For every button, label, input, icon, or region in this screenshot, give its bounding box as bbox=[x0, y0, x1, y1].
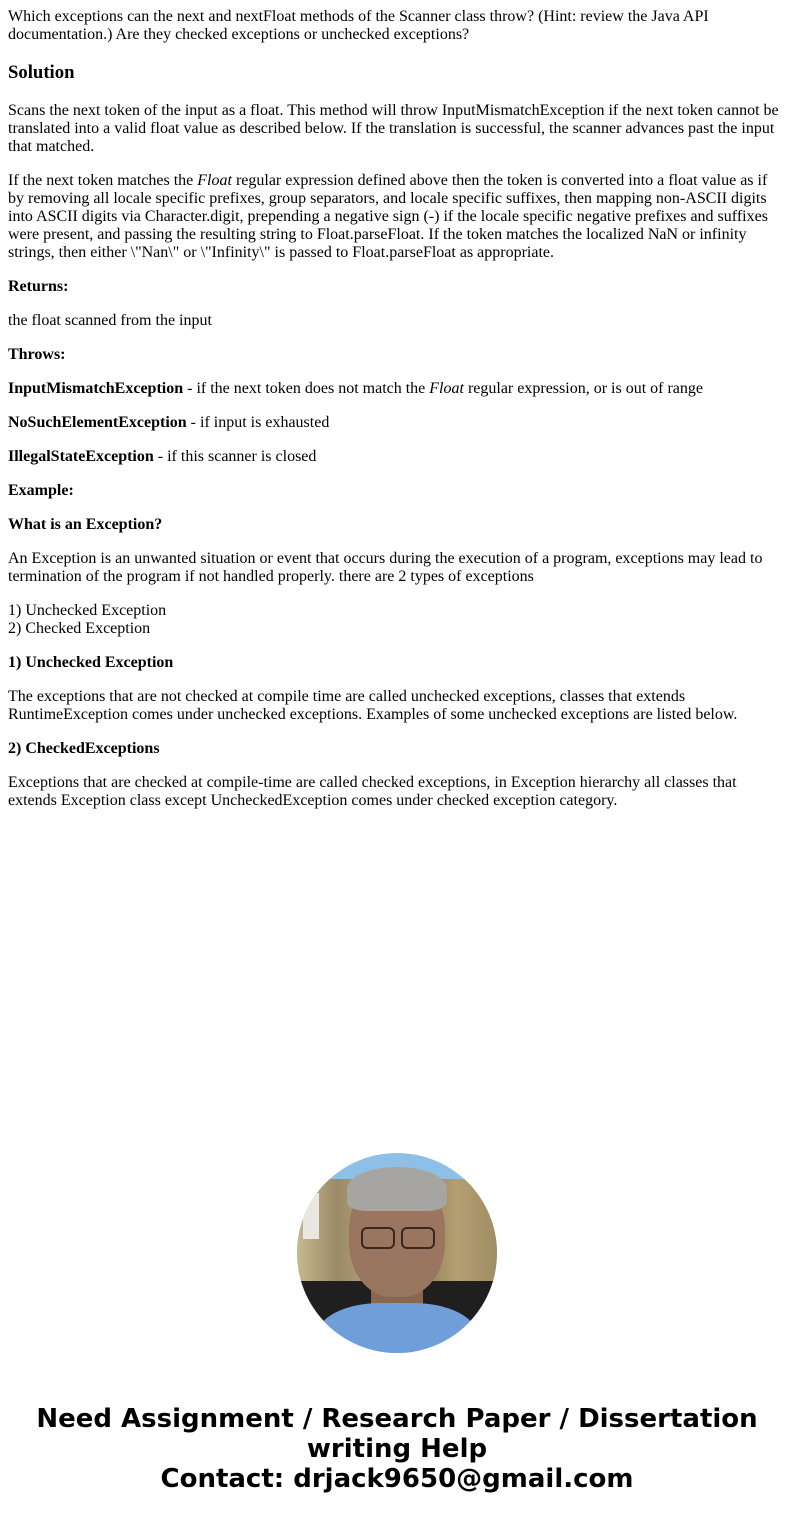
returns-label-text: Returns: bbox=[8, 278, 69, 295]
returns-text: the float scanned from the input bbox=[8, 312, 212, 329]
intro-paragraph: Scans the next token of the input as a float. This method will throw InputMismatchException if the next token cannot be translated into a valid float value as described below. If the translation is successful, the scanner advances past the input that matched. bbox=[8, 102, 779, 155]
what-is-paragraph: An Exception is an unwanted situation or event that occurs during the execution of a program, exceptions may lead to termination of the program if not handled properly. there are 2 types of exceptions bbox=[8, 550, 763, 585]
checked-heading-text: 2) CheckedExceptions bbox=[8, 740, 160, 757]
throws-item-no-such-element bbox=[8, 414, 786, 432]
text-span: - if input is exhausted bbox=[186, 414, 330, 431]
photo-shirt bbox=[317, 1303, 477, 1353]
unchecked-paragraph: The exceptions that are not checked at compile time are called unchecked exceptions, classes that extends RuntimeException comes under unchecked exceptions. Examples of some unchecked exceptions are listed below. bbox=[8, 688, 738, 723]
type-item: 1) Unchecked Exception bbox=[8, 602, 167, 619]
unchecked-heading bbox=[8, 654, 786, 672]
text-span: - if the next token does not match the bbox=[183, 380, 430, 397]
avatar-photo bbox=[297, 1153, 497, 1353]
unchecked-heading-text: 1) Unchecked Exception bbox=[8, 654, 174, 671]
throws-item-input-mismatch bbox=[8, 380, 786, 398]
exception-name: NoSuchElementException bbox=[8, 414, 187, 431]
text-span: regular expression, or is out of range bbox=[463, 380, 703, 397]
promo-banner bbox=[0, 1404, 794, 1494]
types-list bbox=[8, 602, 786, 638]
example-label bbox=[8, 482, 786, 500]
exception-name: IllegalStateException bbox=[8, 448, 154, 465]
what-is-heading-text: What is an Exception? bbox=[8, 516, 163, 533]
throws-item-illegal-state bbox=[8, 448, 786, 466]
example-label-text: Example: bbox=[8, 482, 74, 499]
avatar bbox=[297, 1153, 497, 1353]
glasses-icon bbox=[401, 1227, 435, 1249]
what-is-heading bbox=[8, 516, 786, 534]
throws-label-text: Throws: bbox=[8, 346, 66, 363]
promo-line-1: Need Assignment / Research Paper / Dissertation bbox=[36, 1404, 758, 1434]
type-item: 2) Checked Exception bbox=[8, 620, 151, 637]
float-italic: Float bbox=[197, 172, 232, 189]
checked-heading bbox=[8, 740, 786, 758]
glasses-icon bbox=[361, 1227, 395, 1249]
promo-line-2: writing Help bbox=[306, 1434, 488, 1464]
text-span: regular expression defined above then the token is converted into a float value as if by removing all locale specific prefixes, group separators, and locale specific suffixes, then mapping non-ASCII digits into ASCII digits via Character.digit, prepending a negative sign (-) if the locale specific negative prefixes and suffixes were present, and passing the resulting string to Float.parseFloat. If the token matches the localized NaN or infinity strings, then either \"Nan\" or \"Infinity\" is passed to Float.parseFloat as appropriate. bbox=[8, 172, 768, 261]
float-conversion-paragraph bbox=[8, 172, 786, 262]
exception-name: InputMismatchException bbox=[8, 380, 184, 397]
solution-heading: Solution bbox=[8, 62, 75, 83]
throws-label bbox=[8, 346, 786, 364]
text-span: - if this scanner is closed bbox=[153, 448, 317, 465]
question-text: Which exceptions can the next and nextFloat methods of the Scanner class throw? (Hint: review the Java API documentation.) Are they checked exceptions or unchecked exceptions? bbox=[8, 8, 709, 43]
photo-hair bbox=[347, 1167, 447, 1211]
promo-contact: Contact: drjack9650@gmail.com bbox=[160, 1464, 634, 1494]
photo-wall-switch bbox=[303, 1193, 319, 1239]
float-italic: Float bbox=[429, 380, 464, 397]
checked-paragraph: Exceptions that are checked at compile-time are called checked exceptions, in Exception hierarchy all classes that extends Exception class except UncheckedException comes under checked exception category. bbox=[8, 774, 737, 809]
text-span: If the next token matches the bbox=[8, 172, 198, 189]
returns-label bbox=[8, 278, 786, 296]
